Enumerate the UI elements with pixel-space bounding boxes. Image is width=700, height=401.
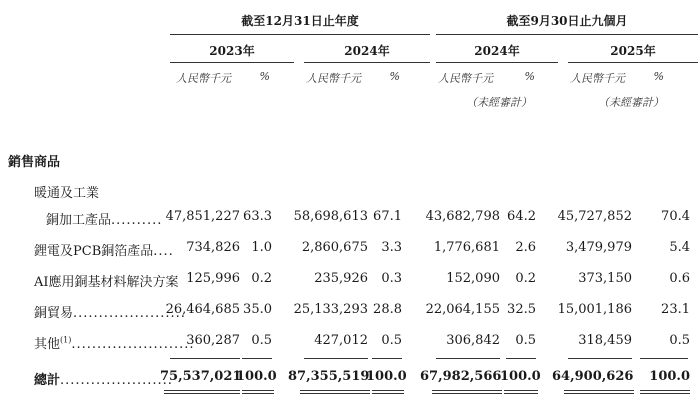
row-label-text: 銅貿易 [34,306,74,321]
subtotal-rule [640,358,688,359]
row-label [34,271,179,290]
pct-2023: 1.0 [251,240,272,255]
double-rule-segment [640,390,690,391]
amount-2023: 47,851,227 [165,209,240,224]
amount-2024: 2,860,675 [301,240,368,255]
double-rule-segment [164,393,240,394]
pct-2024-nm: 2.6 [515,240,536,255]
leader-dots: ...................... [60,373,173,388]
double-rule-segment [504,390,538,391]
amount-2025-nm: 45,727,852 [557,209,632,224]
unaudited-label: （未經審計） [598,96,664,109]
row-label-text: AI應用銅基材料解決方案 [34,275,179,290]
subsection-title: 暖通及工業 [34,186,100,201]
subtotal-rule [436,358,500,359]
subtotal-rule [372,358,402,359]
row-label [46,209,162,228]
year-header-2023: 2023年 [209,44,255,58]
total-label [34,369,173,388]
amount-2023: 734,826 [186,240,240,255]
unit-header: 人民幣千元 [176,72,231,85]
double-rule-segment [164,390,240,391]
amount-2024-nm: 152,090 [446,271,500,286]
total-pct-2025-nm: 100.0 [649,369,690,384]
pct-2024: 0.5 [381,333,402,348]
row-label-text: 其他 [34,337,61,352]
pct-2025-nm: 5.4 [669,240,690,255]
total-amount-2023: 75,537,021 [160,369,242,384]
unaudited-label: （未經審計） [466,96,532,109]
amount-2025-nm: 318,459 [578,333,632,348]
subtotal-rule [304,358,368,359]
pct-2024-nm: 64.2 [507,209,536,224]
pct-header: % [259,70,270,83]
pct-2023: 0.2 [251,271,272,286]
pct-2025-nm: 0.5 [669,333,690,348]
row-label [34,240,174,259]
total-amount-2024-nm: 67,982,566 [420,369,502,384]
pct-2024: 67.1 [373,209,402,224]
double-rule-segment [300,393,370,394]
double-rule-segment [300,390,370,391]
amount-2024-nm: 22,064,155 [425,302,500,317]
pct-2025-nm: 23.1 [661,302,690,317]
pct-2025-nm: 70.4 [661,209,690,224]
pct-2024: 28.8 [373,302,402,317]
leader-dots: .... [153,244,174,259]
amount-2024: 235,926 [314,271,368,286]
year-divider-2025-nm [568,62,698,63]
double-rule-segment [564,390,634,391]
pct-header: % [524,70,535,83]
amount-2024-nm: 306,842 [446,333,500,348]
subtotal-rule [242,358,272,359]
pct-2023: 63.3 [243,209,272,224]
pct-2024-nm: 0.5 [515,333,536,348]
pct-header: % [389,70,400,83]
subtotal-rule [568,358,632,359]
period-divider-nine-months [436,34,698,35]
year-header-2024-nine-months: 2024年 [474,44,520,58]
row-label-text: 銅加工產品 [46,213,112,228]
pct-2023: 0.5 [251,333,272,348]
leader-dots: .......... [111,213,163,228]
pct-2024-nm: 32.5 [507,302,536,317]
pct-2024: 3.3 [381,240,402,255]
pct-2025-nm: 0.6 [669,271,690,286]
leader-dots: ...................... [73,306,186,321]
amount-2023: 125,996 [186,271,240,286]
section-title: 銷售商品 [8,155,61,170]
period-divider-fy [170,34,430,35]
double-rule-segment [504,393,538,394]
double-rule-segment [432,390,502,391]
unit-header: 人民幣千元 [438,72,493,85]
total-amount-2024: 87,355,519 [288,369,370,384]
amount-2024: 427,012 [314,333,368,348]
pct-2024-nm: 0.2 [515,271,536,286]
year-divider-2023 [170,62,294,63]
double-rule-segment [640,393,690,394]
pct-header: % [653,70,664,83]
double-rule-segment [372,393,404,394]
year-header-2025-nine-months: 2025年 [610,44,656,58]
total-pct-2024: 100.0 [366,369,407,384]
year-divider-2024 [304,62,430,63]
amount-2025-nm: 373,150 [578,271,632,286]
subtotal-rule [506,358,536,359]
period-header-nine-months: 截至9月30日止九個月 [506,14,628,28]
double-rule-segment [242,390,274,391]
unit-header: 人民幣千元 [570,72,625,85]
amount-2025-nm: 15,001,186 [557,302,632,317]
year-header-2024: 2024年 [344,44,390,58]
amount-2024: 58,698,613 [293,209,368,224]
double-rule-segment [564,393,634,394]
total-pct-2023: 100.0 [236,369,277,384]
year-divider-2024-nm [436,62,558,63]
double-rule-segment [372,390,404,391]
pct-2023: 35.0 [243,302,272,317]
total-label-text: 總計 [34,373,61,388]
double-rule-segment [432,393,502,394]
total-pct-2024-nm: 100.0 [500,369,541,384]
subtotal-rule [170,358,240,359]
period-header-fy: 截至12月31日止年度 [241,14,359,28]
total-amount-2025-nm: 64,900,626 [552,369,634,384]
unit-header: 人民幣千元 [306,72,361,85]
amount-2023: 26,464,685 [165,302,240,317]
amount-2024-nm: 43,682,798 [425,209,500,224]
amount-2024-nm: 1,776,681 [433,240,500,255]
double-rule-segment [242,393,274,394]
pct-2024: 0.3 [381,271,402,286]
leader-dots: ........................ [71,337,195,352]
amount-2024: 25,133,293 [293,302,368,317]
amount-2023: 360,287 [186,333,240,348]
row-label-text: 鋰電及PCB銅箔產品 [34,244,154,259]
footnote-marker: (1) [60,335,72,345]
amount-2025-nm: 3,479,979 [565,240,632,255]
